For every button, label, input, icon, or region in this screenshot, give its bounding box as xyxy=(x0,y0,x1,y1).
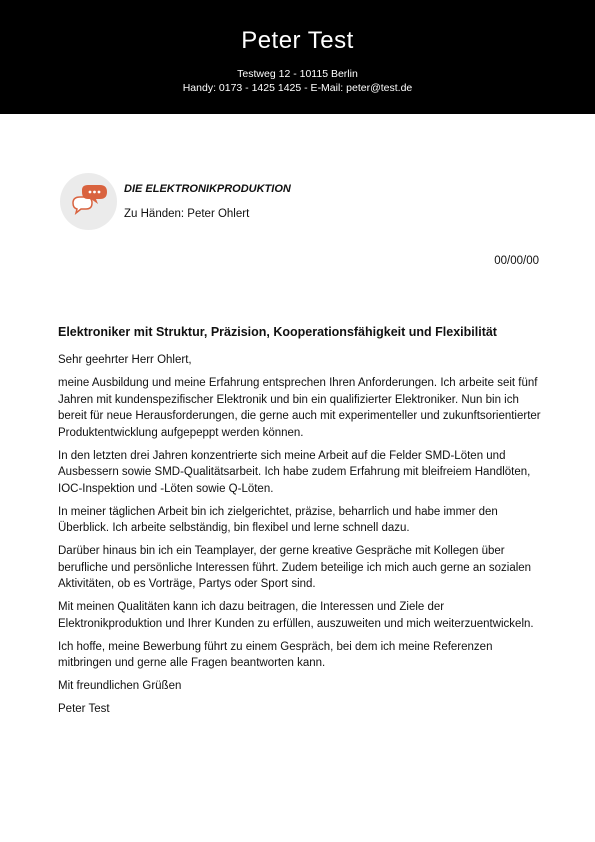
letter-header xyxy=(0,0,595,114)
body-paragraph: Darüber hinaus bin ich ein Teamplayer, der gerne kreative Gespräche mit Kollegen über berufliche und persönliche Interessen führt. Zudem beteilige ich mich auch gerne an sozialen Aktivitäten, ob es Vorträge, Partys oder Sport sind. xyxy=(58,545,532,590)
letter-date: 00/00/00 xyxy=(494,255,539,267)
recipient-company: DIE ELEKTRONIKPRODUKTION xyxy=(124,183,291,195)
body-paragraph: Mit meinen Qualitäten kann ich dazu beitragen, die Interessen und Ziele der Elektronikproduktion und Ihrer Kunden zu erfüllen, auszuweiten und mich weiterzuentwickeln. xyxy=(58,601,534,630)
sender-address: Testweg 12 - 10115 Berlin xyxy=(237,68,358,80)
closing: Mit freundlichen Grüßen xyxy=(58,680,182,692)
signature: Peter Test xyxy=(58,703,110,715)
body-paragraph: meine Ausbildung und meine Erfahrung entsprechen Ihren Anforderungen. Ich arbeite seit fünf Jahren mit kundenspezifischer Elektronik und bin ein qualifizierter Elektroniker. Nun bin ich bereit für neue Herausforderungen, die gerne auch mit experimenteller und zukunftsorientierter Produktentwicklung aufgepeppt werden können. xyxy=(58,377,541,439)
recipient-attention: Zu Händen: Peter Ohlert xyxy=(124,208,250,220)
letter-subject: Elektroniker mit Struktur, Präzision, Kooperationsfähigkeit und Flexibilität xyxy=(58,325,497,339)
sender-name: Peter Test xyxy=(241,27,354,54)
body-paragraph: In den letzten drei Jahren konzentrierte sich meine Arbeit auf die Felder SMD-Löten und Ausbessern sowie SMD-Qualitätsarbeit. Ich habe zudem Erfahrung mit bleifreiem Handlöten, IOC-Inspektion und -Löten sowie Q-Löten. xyxy=(58,449,531,495)
recipient-block xyxy=(60,173,540,233)
company-logo xyxy=(60,173,117,230)
body-paragraph: In meiner täglichen Arbeit bin ich zielgerichtet, präzise, beharrlich und habe immer den Überblick. Ich arbeite selbständig, bin flexibel und lerne schnell dazu. xyxy=(58,505,498,534)
letter-body xyxy=(58,352,544,724)
body-paragraph: Ich hoffe, meine Bewerbung führt zu einem Gespräch, bei dem ich meine Referenzen mitbringen und gerne alle Fragen beantworten kann. xyxy=(58,640,493,669)
salutation: Sehr geehrter Herr Ohlert, xyxy=(58,354,192,366)
speech-bubbles-icon xyxy=(70,185,108,219)
sender-phone-email: Handy: 0173 - 1425 1425 - E-Mail: peter@test.de xyxy=(182,82,413,94)
sender-contact xyxy=(0,67,595,95)
